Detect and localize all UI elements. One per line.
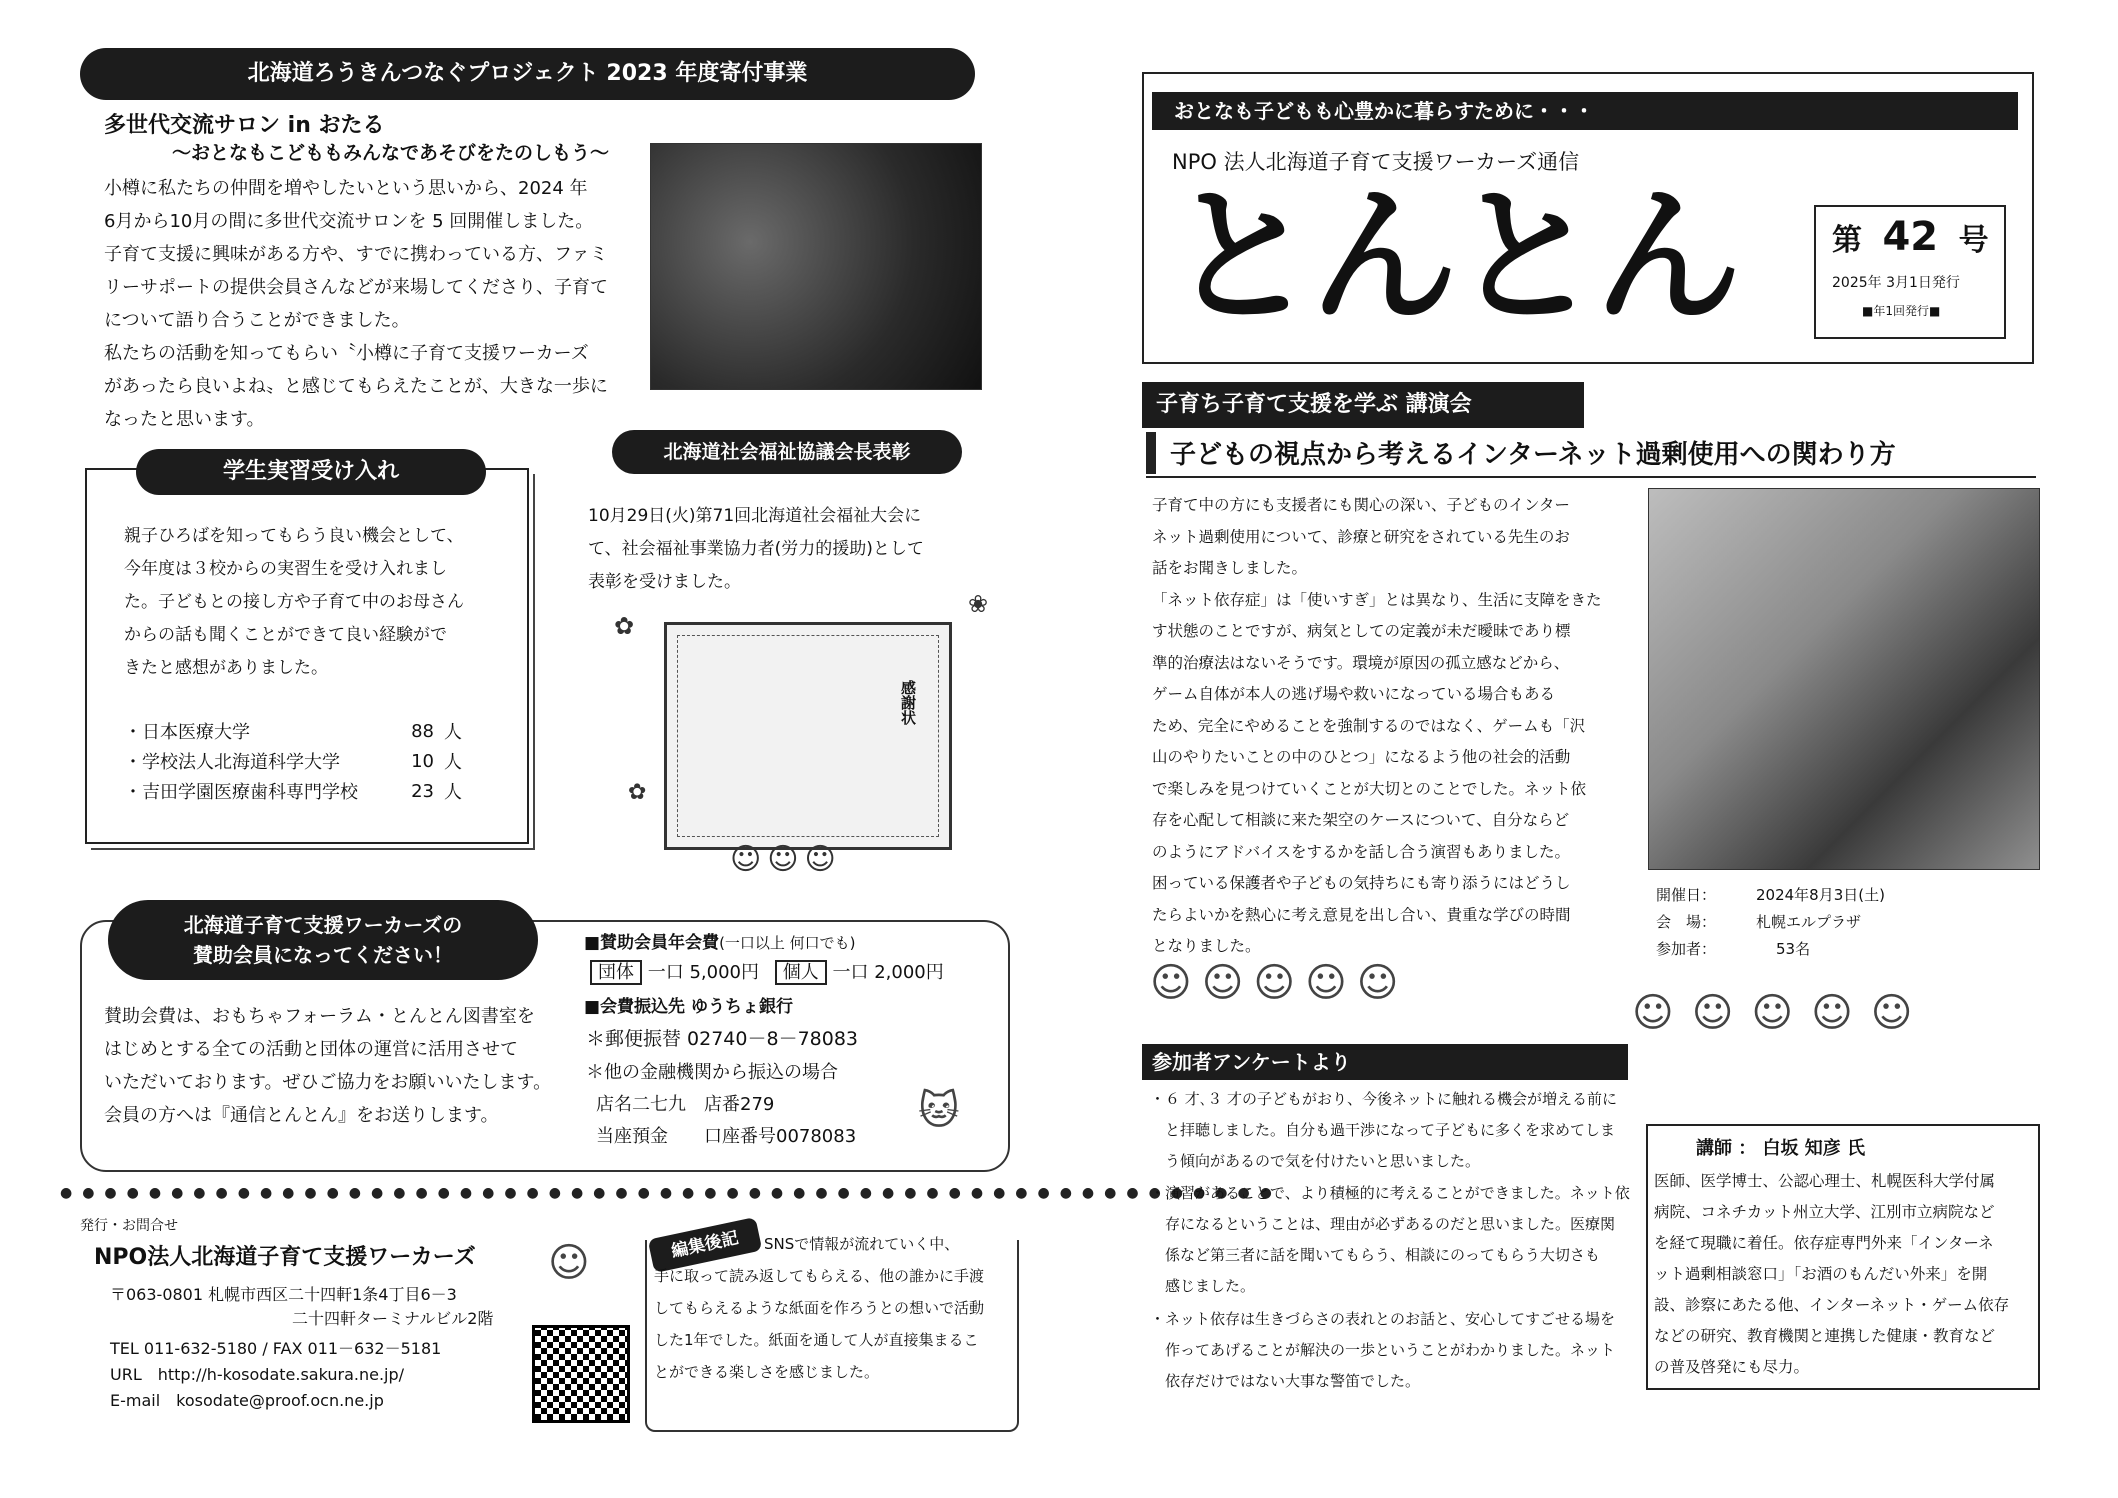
lecturer-heading: 講師 ： 白坂 知彦 氏 [1696, 1138, 1866, 1159]
lecture-title-bar [1146, 432, 1156, 474]
award-body: 10月29日(火)第71回北海道社会福祉大会に て、社会福祉事業協力者(労力的援助)として 表彰を受けました。 [588, 506, 924, 592]
publisher-address2: 二十四軒ターミナルビル2階 [292, 1309, 494, 1328]
children-doodle-icon: ☺☺☺☺☺ [1632, 990, 1931, 1036]
lecture-title-underline [1146, 476, 2036, 478]
org-name: NPO 法人北海道子育て支援ワーカーズ通信 [1172, 150, 1580, 174]
account: 当座預金 口座番号0078083 [596, 1126, 857, 1147]
group-fee: 一口 5,000円 [647, 962, 759, 983]
bank-heading: ■会費振込先 ゆうちょ銀行 [584, 997, 793, 1017]
lecture-details [1656, 882, 1885, 963]
publisher-address1: 〒063-0801 札幌市西区二十四軒1条4丁目6－3 [110, 1285, 457, 1304]
school-row: ・吉田学園医療歯科専門学校 23 人 [124, 780, 462, 803]
salon-title: 多世代交流サロン in おたる [104, 113, 385, 138]
issue-number: 第 42 号 [1832, 214, 1989, 260]
support-title-line1: 北海道子育て支援ワーカーズの [183, 913, 463, 937]
individual-fee: 一口 2,000円 [832, 962, 944, 983]
branch: 店名二七九 店番279 [596, 1094, 775, 1115]
survey-item: ・ネット依存は生きづらさの表れとのお話と、安心してすごせる場を 作ってあげることが解決の一歩ということがわかりました。ネット 依存だけではない大事な警笛でした。 [1150, 1310, 1616, 1390]
salon-photo [650, 143, 982, 390]
tagline-bar: おとなも子どもも心豊かに暮らすために・・・ [1152, 92, 2018, 130]
support-title-line2: 賛助会員になってください！ [193, 943, 453, 967]
lecture-venue: 会 場： 札幌エルプラザ [1656, 913, 1862, 931]
other-bank: ＊他の金融機関から振込の場合 [586, 1062, 838, 1083]
qr-code-icon[interactable] [532, 1325, 630, 1423]
flower-decoration-icon: ✿ [614, 612, 635, 640]
publisher-email[interactable]: E-mail kosodate@proof.ocn.ne.jp [110, 1391, 384, 1410]
lecture-title: 子どもの視点から考えるインターネット過剰使用への関わり方 [1170, 440, 1896, 470]
lecture-attendees: 参加者： 53名 [1656, 940, 1811, 958]
lecture-tag: 子育ち子育て支援を学ぶ 講演会 [1142, 382, 1584, 428]
postal-account: ＊郵便振替 02740－8－78083 [586, 1028, 859, 1050]
survey-item: ・６ 才､３ 才の子どもがおり、今後ネットに触れる機会が増える前に と拝聴しました。自分も過干渉になって子どもに多くを求めてしま う傾向があるので気を付けたいと思いました。 [1150, 1090, 1618, 1170]
salon-subtitle: ～おとなもこどももみんなであそびをたのしもう～ [172, 142, 610, 164]
editor-label: 編集後記 [648, 1217, 763, 1273]
flower-decoration-icon: ❀ [968, 590, 989, 618]
group-label: 団体 [590, 960, 642, 985]
issue-frequency: ■年1回発行■ [1862, 304, 1941, 318]
students-body: 親子ひろばを知ってもらう良い機会として、 今年度は３校からの実習生を受け入れまし た。子どもとの接し方や子育て中のお母さん からの話も聞くことができて良い経験がで きたと感想がありました。 [124, 526, 464, 678]
award-certificate [664, 622, 952, 850]
survey-item: ・演習があることで、より積極的に考えることができました。ネット依 存になるということは、理由が必ずあるのだと思いました。医療関 係など第三者に話を聞いてもらう、相談にのってもらう大切さも 感じました。 [1150, 1184, 1630, 1295]
lecture-body: 子育て中の方にも支援者にも関心の深い、子どものインター ネット過剰使用について、診療と研究をされている先生のお 話をお聞きしました。 「ネット依存症」は「使いすぎ」とは異なり、生活に支障をきた す状態のことですが、病気としての定義が未だ曖昧であり標 準的治療法はないそうです。環境が原因の孤立感などから、 ゲーム自体が本人の逃げ場や救いになっている場合もある ため、完全にやめることを強制するのではなく、ゲームも「沢 山のやりたいことの中のひとつ」になるよう他の社会的活動 で楽しみを見つけていくことが大切とのことでした。ネット依 存を心配して相談に来た架空のケースについて、自分ならど のようにアドバイスをするかを話し合う演習もありました。 困っている保護者や子どもの気持ちにも寄り添うにはどうし たらよいかを熱心に考え意見を出し合い、貴重な学びの時間 となりました。 [1152, 496, 1602, 955]
issue-date: 2025年 3月1日発行 [1832, 275, 1960, 291]
lecturer-body: 医師、医学博士、公認心理士、札幌医科大学付属 病院、コネチカット州立大学、江別市立病院など を経て現職に着任。依存症専門外来「インターネ ット過剰相談窓口」「お酒のもんだい外来」を開 設、診察にあたる他、インターネット・ゲーム依存 などの研究、教育機関と連携した健康・教育など の普及啓発にも尽力。 [1654, 1172, 2010, 1376]
editor-body: SNSで情報が流れていく中、 手に取って読み返してもらえる、他の誰かに手渡 してもらえるような紙面を作ろうとの想いで活動 した1年でした。紙面を通して人が直接集まるこ とができる楽しさを感じました。 [654, 1235, 985, 1381]
dotted-divider: ●●●●●●●●●●●●●●●●●●●●●●●●●●●●●●●●●●●●●●●●●●●●●●●●●●●●●●● [60, 1185, 1282, 1201]
fee-row [590, 958, 944, 984]
lecture-photo [1648, 488, 2040, 870]
children-doodle-icon: ☺☺☺☺☺ [1150, 960, 1409, 1006]
publisher-label: 発行・お問合せ [80, 1218, 178, 1234]
newsletter-logo: とんとん [1168, 171, 1736, 343]
salon-body: 小樽に私たちの仲間を増やしたいという思いから、2024 年 6月から10月の間に多世代交流サロンを 5 回開催しました。 子育て支援に興味がある方や、すでに携わっている方、ファミ リーサポートの提供会員さんなどが来場してくださり、子育て について語り合うことができました。 私たちの活動を知ってもらい〝小樽に子育て支援ワーカーズ があったら良いよね〟と感じてもらえたことが、大きな一歩に なったと思います。 [104, 178, 608, 430]
publisher-url[interactable]: URL http://h-kosodate.sakura.ne.jp/ [110, 1365, 405, 1384]
school-row: ・日本医療大学 88 人 [124, 720, 462, 743]
school-row: ・学校法人北海道科学大学 10 人 [124, 750, 462, 773]
survey-title: 参加者アンケートより [1142, 1044, 1628, 1080]
students-title: 学生実習受け入れ [136, 449, 486, 495]
lecture-date: 開催日： 2024年8月3日(土) [1656, 886, 1885, 904]
left-header-pill: 北海道ろうきんつなぐプロジェクト 2023 年度寄付事業 [80, 48, 975, 100]
support-body: 賛助会費は、おもちゃフォーラム・とんとん図書室を はじめとする全ての活動と団体の運営に活用させて いただいております。ぜひご協力をお願いいたします。 会員の方へは『通信とんとん』をお送りします。 [104, 1006, 552, 1126]
support-title [108, 900, 538, 980]
children-doodle-icon: ☺☺☺ [730, 842, 842, 877]
child-face-doodle-icon: ☺ [548, 1240, 590, 1286]
cat-doodle-icon: 🐱 [918, 1088, 960, 1134]
award-title: 北海道社会福祉協議会長表彰 [612, 430, 962, 474]
students-school-list [124, 716, 484, 806]
certificate-label: 感謝状 [899, 680, 917, 725]
fee-heading: ■賛助会員年会費(一口以上 何口でも) [584, 933, 856, 953]
individual-label: 個人 [775, 960, 827, 985]
publisher-tel: TEL 011-632-5180 / FAX 011－632－5181 [110, 1339, 442, 1358]
flower-decoration-icon: ✿ [628, 780, 647, 805]
publisher-name: NPO法人北海道子育て支援ワーカーズ [94, 1245, 476, 1270]
